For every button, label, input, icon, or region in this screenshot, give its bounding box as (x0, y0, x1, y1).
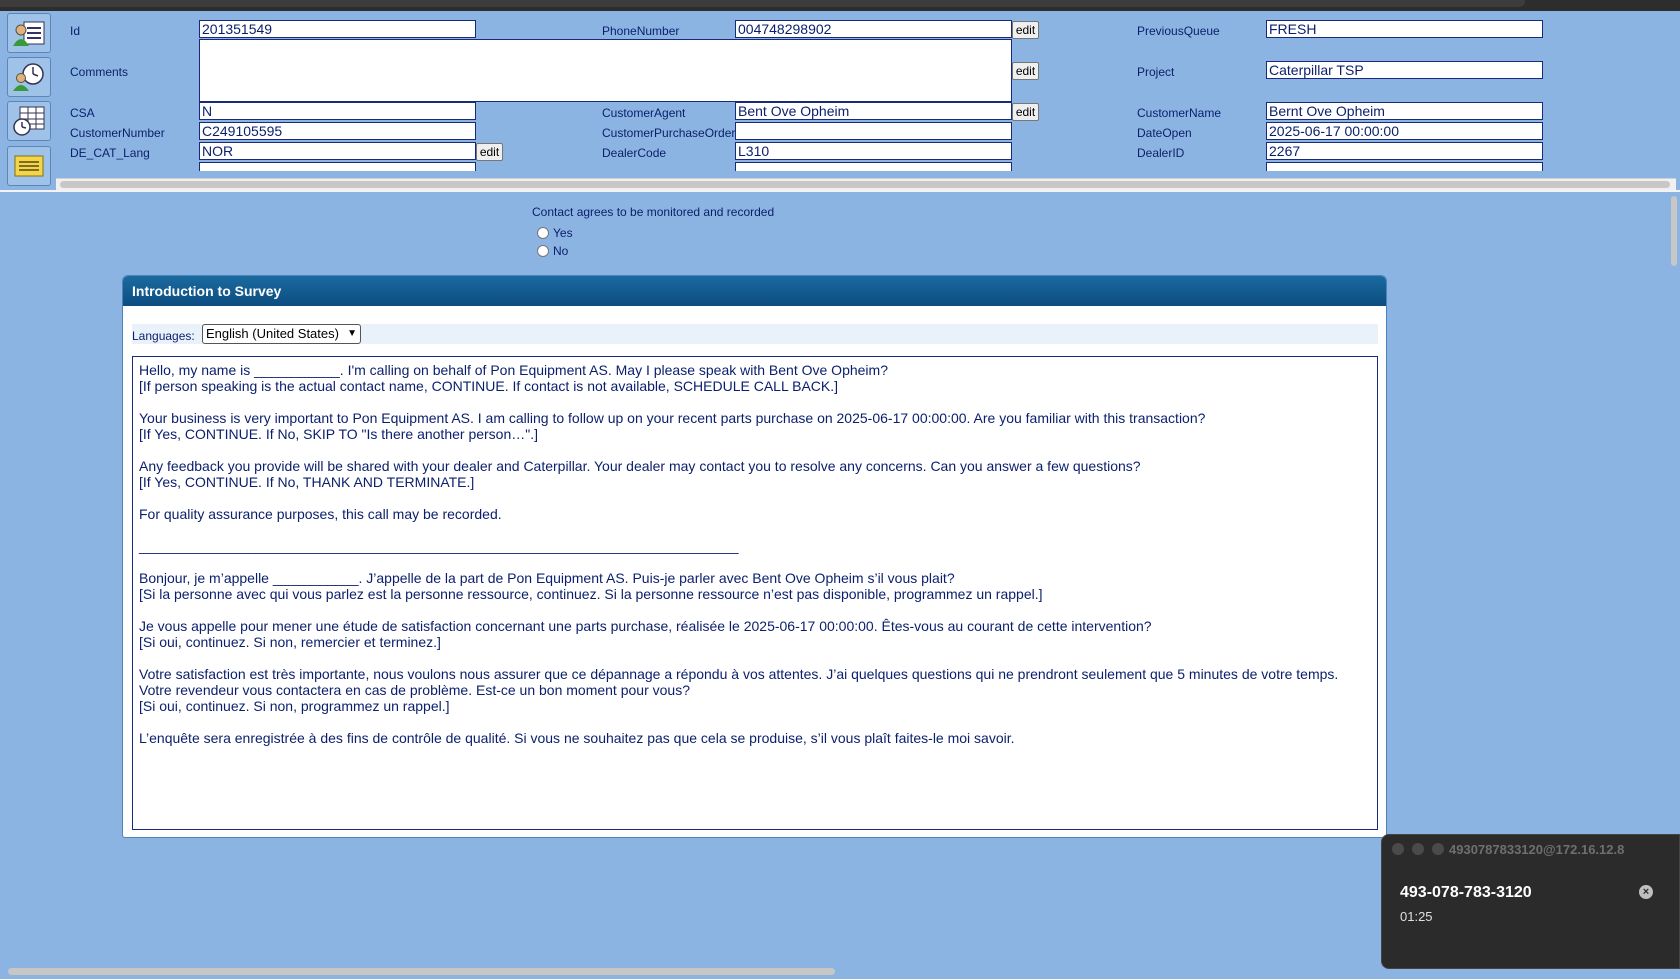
record-header (56, 11, 1668, 171)
field-hidden-row-2[interactable] (735, 162, 1012, 171)
script-paragraph: L’enquête sera enregistrée à des fins de contrôle de qualité. Si vous ne souhaitez pas que cela se produise, s’il vous plaît faites-le moi savoir. (139, 730, 1015, 746)
close-icon[interactable]: × (1639, 885, 1653, 899)
label-customer-purchase-order: CustomerPurchaseOrder (602, 126, 736, 140)
script-paragraph: Any feedback you provide will be shared with your dealer and Caterpillar. Your dealer may contact you to resolve any concerns. Can you answer a few questions? [If Yes, CONTINUE. If No, THANK AND TERMINATE.] (139, 458, 1141, 490)
consent-no-label: No (553, 244, 569, 258)
label-dealer-code: DealerCode (602, 146, 667, 160)
call-address: 4930787833120@172.16.12.8 (1449, 842, 1625, 857)
survey-panel-title: Introduction to Survey (123, 276, 1386, 306)
script-paragraph: Bonjour, je m’appelle ___________. J’appelle de la part de Pon Equipment AS. Puis-je parler avec Bent Ove Opheim s’il vous plait? [Si la personne avec qui vous parlez est la personne ressource, continuez. Si la personne ressource n’est pas disponible, programmez un rappel.] (139, 570, 1043, 602)
user-clock-icon (12, 62, 46, 92)
language-select[interactable] (202, 324, 361, 344)
survey-script (132, 356, 1378, 830)
consent-yes-radio[interactable] (537, 227, 549, 239)
script-paragraph: Your business is very important to Pon Equipment AS. I am calling to follow up on your recent parts purchase on 2025-06-17 00:00:00. Are you familiar with this transaction? [If Yes, CONTINUE. If No, SKIP TO "Is there another person…".] (139, 410, 1206, 442)
field-comments[interactable] (199, 39, 1012, 102)
field-hidden-row-1[interactable] (199, 162, 476, 171)
header-horizontal-scrollbar[interactable] (56, 178, 1676, 190)
calendar-clock-icon (12, 105, 46, 137)
field-de-cat-lang[interactable]: NOR (199, 142, 476, 160)
contact-card-button[interactable] (7, 13, 51, 53)
consent-no-radio[interactable] (537, 245, 549, 257)
script-paragraph: Hello, my name is ___________. I'm calling on behalf of Pon Equipment AS. May I please speak with Bent Ove Opheim? [If person speaking is the actual contact name, CONTINUE. If contact is not available, SCHEDULE CALL BACK.] (139, 362, 888, 394)
field-dealer-code[interactable]: L310 (735, 142, 1012, 160)
edit-phone-button[interactable]: edit (1012, 21, 1039, 39)
contact-card-icon (12, 18, 46, 48)
chevron-down-icon: ▼ (347, 328, 357, 339)
call-duration: 01:25 (1400, 909, 1433, 924)
window-dot-close[interactable] (1392, 843, 1404, 855)
label-date-open: DateOpen (1137, 126, 1192, 140)
label-previous-queue: PreviousQueue (1137, 24, 1220, 38)
window-dot-maximize[interactable] (1432, 843, 1444, 855)
left-toolbar (0, 11, 56, 191)
page-vertical-scrollbar-thumb[interactable] (1671, 196, 1677, 266)
script-paragraph: Je vous appelle pour mener une étude de satisfaction concernant une parts purchase, réalisée le 2025-06-17 00:00:00. Êtes-vous au courant de cette intervention? [Si oui, continuez. Si non, remercier et terminez.] (139, 618, 1152, 650)
consent-no-option[interactable] (537, 244, 568, 258)
label-id: Id (70, 24, 81, 38)
field-hidden-row-3[interactable] (1266, 162, 1543, 171)
label-customer-number: CustomerNumber (70, 126, 165, 140)
language-row (132, 324, 1378, 344)
field-previous-queue[interactable]: FRESH (1266, 20, 1543, 38)
header-separator (0, 190, 1680, 192)
label-de-cat-lang: DE_CAT_Lang (70, 146, 150, 160)
label-dealer-id: DealerID (1137, 146, 1185, 160)
label-comments: Comments (70, 65, 129, 79)
edit-lang-button[interactable]: edit (476, 143, 503, 161)
window-dot-minimize[interactable] (1412, 843, 1424, 855)
field-csa[interactable]: N (199, 102, 476, 120)
consent-yes-label: Yes (553, 226, 573, 240)
field-dealer-id[interactable]: 2267 (1266, 142, 1543, 160)
field-customer-purchase-order[interactable] (735, 122, 1012, 140)
field-id[interactable]: 201351549 (199, 20, 476, 38)
field-phone-number[interactable]: 004748298902 (735, 20, 1012, 38)
language-select-value: English (United States) (206, 326, 339, 341)
call-window-controls (1392, 843, 1444, 855)
label-customer-name: CustomerName (1137, 106, 1222, 120)
script-paragraph: For quality assurance purposes, this call may be recorded. (139, 506, 502, 522)
field-customer-number[interactable]: C249105595 (199, 122, 476, 140)
field-project[interactable]: Caterpillar TSP (1266, 61, 1543, 79)
languages-label: Languages: (132, 329, 195, 343)
field-customer-name[interactable]: Bernt Ove Opheim (1266, 102, 1543, 120)
notes-icon (12, 152, 46, 180)
call-widget (1381, 834, 1680, 969)
header-scrollbar-thumb[interactable] (60, 181, 1670, 188)
field-customer-agent[interactable]: Bent Ove Opheim (735, 102, 1012, 120)
schedule-button[interactable] (7, 101, 51, 141)
label-project: Project (1137, 65, 1175, 79)
script-paragraph: _____________________________________________________________________________ (139, 538, 739, 554)
label-customer-agent: CustomerAgent (602, 106, 686, 120)
edit-comments-button[interactable]: edit (1012, 62, 1039, 80)
label-csa: CSA (70, 106, 95, 120)
page-horizontal-scrollbar-thumb[interactable] (8, 968, 835, 975)
survey-panel (122, 275, 1387, 838)
consent-yes-option[interactable] (537, 226, 573, 240)
call-number: 493-078-783-3120 (1400, 884, 1532, 901)
window-topbar (0, 0, 1680, 11)
edit-customer-agent-button[interactable]: edit (1012, 103, 1039, 121)
script-paragraph: Votre satisfaction est très importante, nous voulons nous assurer que ce dépannage a répondu à vos attentes. J’ai quelques questions qui ne prendront seulement que 5 minutes de votre temps. Votre revendeur vous contactera en cas de problème. Est-ce un bon moment pour vous? [Si oui, continuez. Si non, programmez un rappel.] (139, 666, 1339, 714)
label-phone-number: PhoneNumber (602, 24, 680, 38)
window-topbar-inner (0, 0, 1525, 7)
consent-question: Contact agrees to be monitored and recorded (532, 205, 775, 219)
user-clock-button[interactable] (7, 57, 51, 97)
notes-button[interactable] (7, 146, 51, 186)
field-date-open[interactable]: 2025-06-17 00:00:00 (1266, 122, 1543, 140)
